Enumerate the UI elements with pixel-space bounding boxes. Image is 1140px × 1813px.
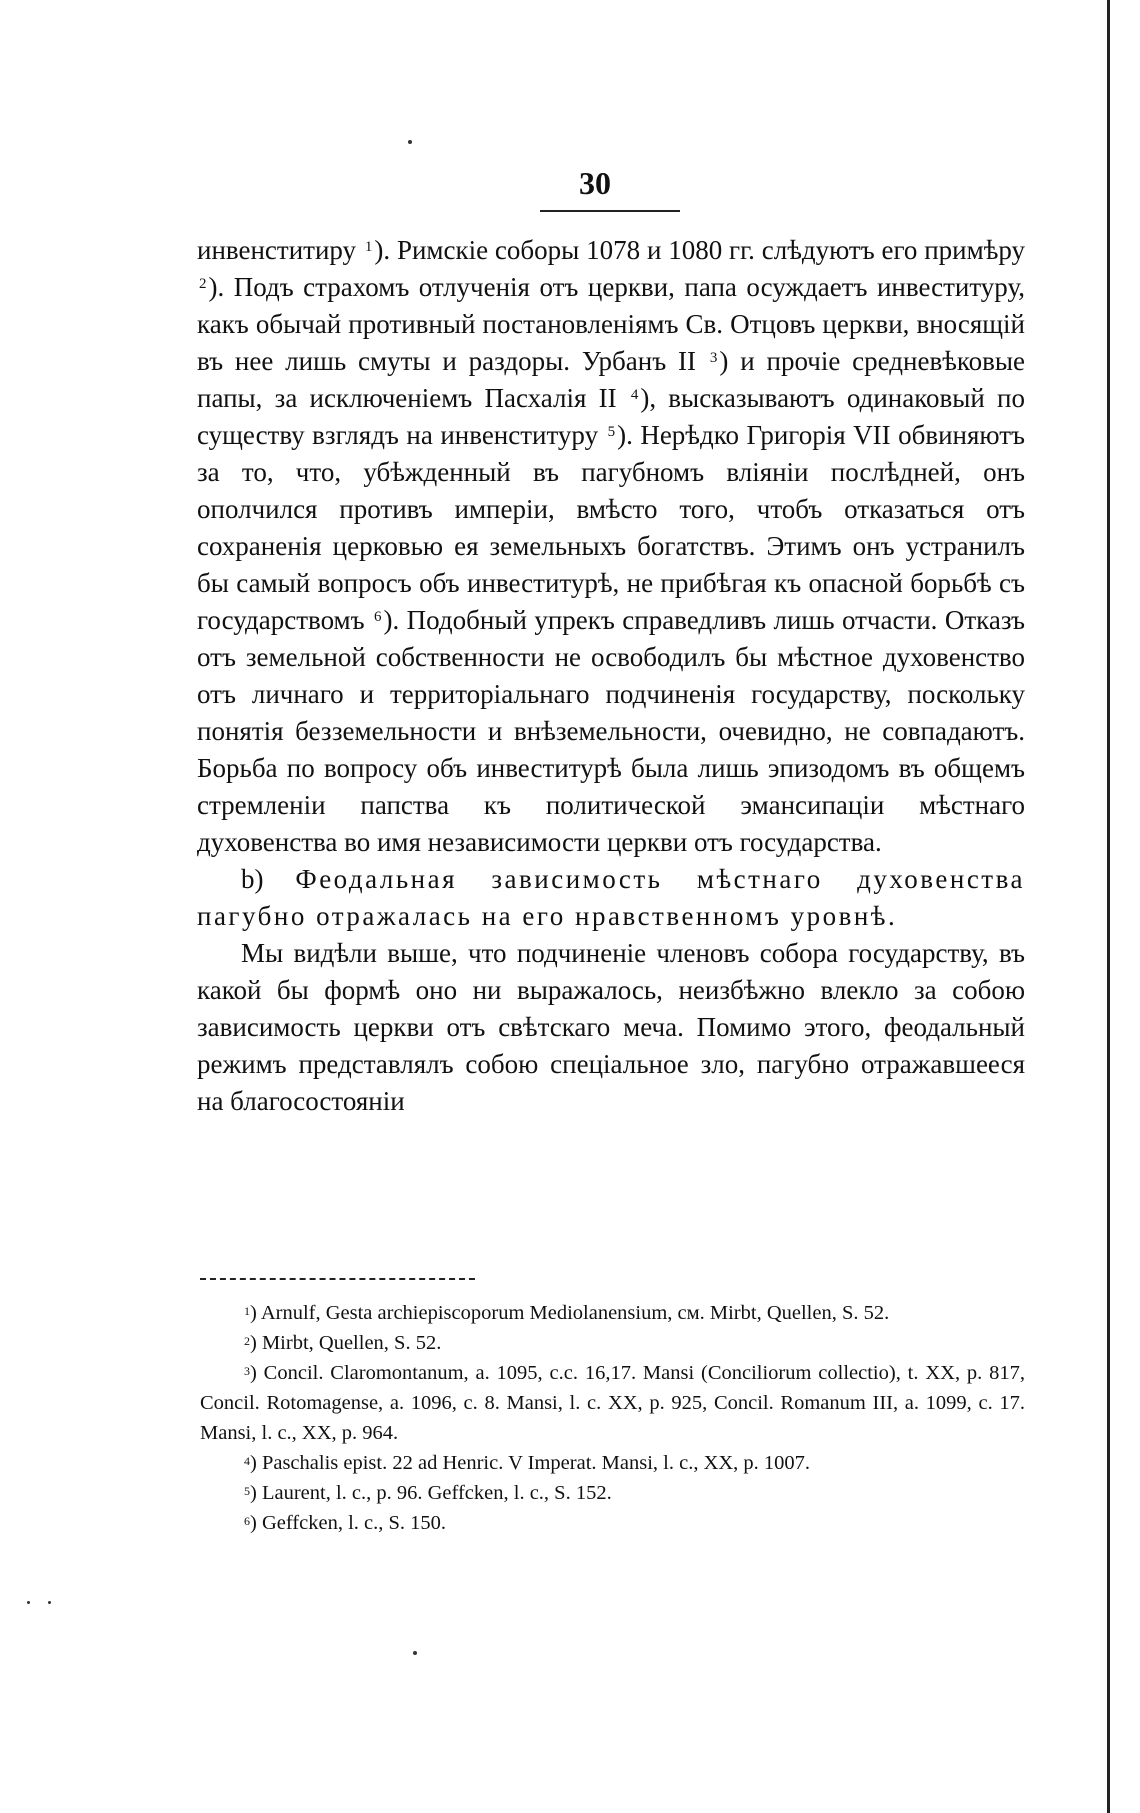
footnote-number: 6	[244, 1514, 250, 1528]
footnote	[200, 1508, 1025, 1538]
footnote-marker: 3	[709, 350, 718, 366]
page-number: 30	[579, 165, 611, 201]
footnote	[200, 1478, 1025, 1508]
paragraph-text: ). Нерѣдко Григорія VII обвиняютъ за то, что, убѣжденный въ пагубномъ вліяніи послѣдней, онъ ополчился противъ имперіи, вмѣсто того, чтобъ отказаться отъ сохраненія церковью ея земельныхъ богатствъ. Этимъ онъ устранилъ бы самый вопросъ объ инвеститурѣ, не прибѣгая къ опасной борьбѣ съ государствомъ	[197, 420, 1025, 635]
scan-speck	[48, 1601, 51, 1604]
footnote-separator	[200, 1278, 475, 1280]
paragraph-text: ), высказываютъ одинаковый по существу взглядъ на инвенституру	[197, 383, 1025, 450]
footnote-text: ) Mirbt, Quellen, S. 52.	[250, 1332, 442, 1354]
paragraph-text: ). Подъ страхомъ отлученія отъ церкви, папа осуждаетъ инвеституру, какъ обычай противный постановленіямъ Св. Отцовъ церкви, вносящій въ нее лишь смуты и раздоры. Урбанъ II	[197, 272, 1025, 376]
paragraph-text: ). Римскіе соборы 1078 и 1080 гг. слѣдуютъ его примѣру	[374, 235, 1026, 265]
body-text	[197, 232, 1025, 1120]
scan-speck	[27, 1601, 30, 1604]
footnote	[200, 1298, 1025, 1328]
spaced-heading-text: Феодальная зависимость мѣстнаго духовенства пагубно отражалась на его нравственномъ уровнѣ.	[197, 864, 1025, 931]
header-rule	[540, 210, 680, 212]
footnote-number: 3	[244, 1364, 250, 1378]
paragraph-text: b)	[241, 864, 296, 894]
footnote-number: 1	[244, 1304, 250, 1318]
footnote-marker: 4	[630, 387, 639, 403]
footnote	[200, 1448, 1025, 1478]
footnote-marker: 1	[364, 239, 373, 255]
scan-speck	[408, 140, 412, 144]
footnote-text: ) Geffcken, l. c., S. 150.	[250, 1512, 447, 1534]
footnote	[200, 1358, 1025, 1448]
footnote-number: 2	[244, 1334, 250, 1348]
scan-speck	[413, 1651, 417, 1655]
footnote-text: ) Paschalis epist. 22 ad Henric. V Imperat. Mansi, l. c., XX, p. 1007.	[250, 1452, 811, 1474]
footnote-marker: 2	[199, 276, 207, 292]
paragraph-text: ). Подобный упрекъ справедливъ лишь отчасти. Отказъ отъ земельной собственности не освободилъ бы мѣстное духовенство отъ личнаго и территоріальнаго подчиненія государству, поскольку понятія безземельности и внѣземельности, очевидно, не совпадаютъ. Борьба по вопросу объ инвеститурѣ была лишь эпизодомъ въ общемъ стремленіи папства къ политической эмансипаціи мѣстнаго духовенства во имя независимости церкви отъ государства.	[197, 605, 1026, 857]
paragraph	[197, 232, 1025, 861]
footnote-number: 4	[244, 1454, 250, 1468]
paragraph	[197, 861, 1025, 935]
footnote-marker: 5	[607, 424, 616, 440]
footnote-number: 5	[244, 1484, 250, 1498]
footnote	[200, 1328, 1025, 1358]
footnote-marker: 6	[374, 609, 382, 625]
paragraph-text: Мы видѣли выше, что подчиненіе членовъ собора государству, въ какой бы формѣ оно ни выражалось, неизбѣжно влекло за собою зависимость церкви отъ свѣтскаго меча. Помимо этого, феодальный режимъ представлялъ собою спеціальное зло, пагубно отражавшееся на благосостояніи	[197, 938, 1025, 1116]
footnote-text: ) Concil. Claromontanum, a. 1095, c.c. 16,17. Mansi (Conciliorum collectio), t. XX, p. 817, Concil. Rotomagense, a. 1096, c. 8. Mansi, l. c. XX, p. 925, Concil. Romanum III, a. 1099, c. 17. Mansi, l. c., XX, p. 964.	[200, 1362, 1025, 1444]
paragraph	[197, 935, 1025, 1120]
paragraph-text: инвенститиру	[197, 235, 363, 265]
footnote-text: ) Laurent, l. c., p. 96. Geffcken, l. c., S. 152.	[250, 1482, 612, 1504]
footnotes	[200, 1298, 1025, 1538]
paragraph-text: ) и прочіе средневѣковые папы, за исключеніемъ Пасхалія II	[197, 346, 1025, 413]
footnote-text: ) Arnulf, Gesta archiepiscoporum Mediolanensium, см. Mirbt, Quellen, S. 52.	[250, 1302, 890, 1324]
page-edge-rule	[1107, 0, 1110, 1813]
